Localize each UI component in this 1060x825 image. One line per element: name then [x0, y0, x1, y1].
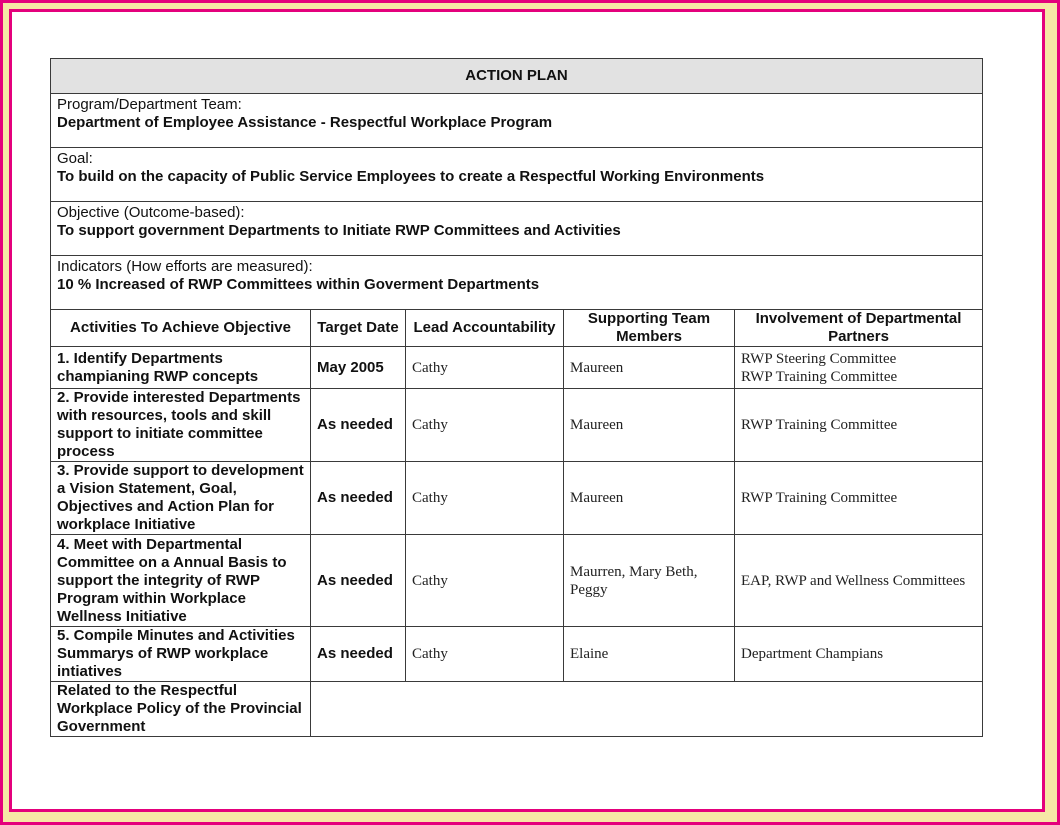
- supporting-cell: Maureen: [564, 347, 735, 389]
- activity-cell: 2. Provide interested Departments with resources, tools and skill support to initiate committee process: [51, 389, 311, 462]
- lead-cell: Cathy: [406, 389, 564, 462]
- involvement-cell: RWP Training Committee: [735, 389, 983, 462]
- objective-label: Objective (Outcome-based):: [57, 204, 245, 221]
- lead-cell: Cathy: [406, 347, 564, 389]
- table-row: [51, 462, 983, 535]
- header-lead: Lead Accountability: [406, 310, 564, 347]
- date-cell: As needed: [311, 535, 406, 627]
- program-value: Department of Employee Assistance - Respectful Workplace Program: [57, 114, 553, 131]
- goal-value: To build on the capacity of Public Service Employees to create a Respectful Working Environments: [57, 168, 765, 185]
- supporting-cell: Elaine: [564, 627, 735, 682]
- involvement-cell: EAP, RWP and Wellness Committees: [735, 535, 983, 627]
- supporting-cell: Maureen: [564, 462, 735, 535]
- lead-cell: Cathy: [406, 462, 564, 535]
- lead-cell: Cathy: [406, 535, 564, 627]
- activity-cell: 1. Identify Departments champianing RWP concepts: [51, 347, 311, 389]
- activity-cell: 3. Provide support to development a Vision Statement, Goal, Objectives and Action Plan for workplace Initiative: [51, 462, 311, 535]
- involvement-line: RWP Steering Committee: [741, 350, 897, 367]
- indicators-section: [51, 256, 983, 310]
- header-activities: Activities To Achieve Objective: [51, 310, 311, 347]
- column-header-row: [51, 310, 983, 347]
- action-plan-table: [50, 58, 983, 737]
- activity-cell: 5. Compile Minutes and Activities Summarys of RWP workplace intiatives: [51, 627, 311, 682]
- related-cell: Related to the Respectful Workplace Policy of the Provincial Government: [51, 682, 311, 737]
- table-row: [51, 535, 983, 627]
- date-cell: As needed: [311, 627, 406, 682]
- header-supporting: Supporting Team Members: [564, 310, 735, 347]
- objective-section: [51, 202, 983, 256]
- involvement-cell: Department Champians: [735, 627, 983, 682]
- supporting-cell: Maureen: [564, 389, 735, 462]
- date-cell: As needed: [311, 389, 406, 462]
- goal-section: [51, 148, 983, 202]
- involvement-cell: [735, 347, 983, 389]
- involvement-line: RWP Training Committee: [741, 368, 898, 385]
- header-involvement: Involvement of Departmental Partners: [735, 310, 983, 347]
- table-row: [51, 347, 983, 389]
- table-row: [51, 389, 983, 462]
- program-label: Program/Department Team:: [57, 96, 242, 113]
- related-empty-cell: [311, 682, 983, 737]
- objective-value: To support government Departments to Initiate RWP Committees and Activities: [57, 222, 621, 239]
- lead-cell: Cathy: [406, 627, 564, 682]
- supporting-cell: Maurren, Mary Beth, Peggy: [564, 535, 735, 627]
- involvement-cell: RWP Training Committee: [735, 462, 983, 535]
- indicators-value: 10 % Increased of RWP Committees within Goverment Departments: [57, 276, 540, 293]
- date-cell: May 2005: [311, 347, 406, 389]
- activity-cell: 4. Meet with Departmental Committee on a Annual Basis to support the integrity of RWP Program within Workplace Wellness Initiative: [51, 535, 311, 627]
- related-row: [51, 682, 983, 737]
- table-row: [51, 627, 983, 682]
- page-title: ACTION PLAN: [51, 59, 983, 94]
- header-target-date: Target Date: [311, 310, 406, 347]
- date-cell: As needed: [311, 462, 406, 535]
- indicators-label: Indicators (How efforts are measured):: [57, 258, 313, 275]
- program-section: [51, 94, 983, 148]
- goal-label: Goal:: [57, 150, 93, 167]
